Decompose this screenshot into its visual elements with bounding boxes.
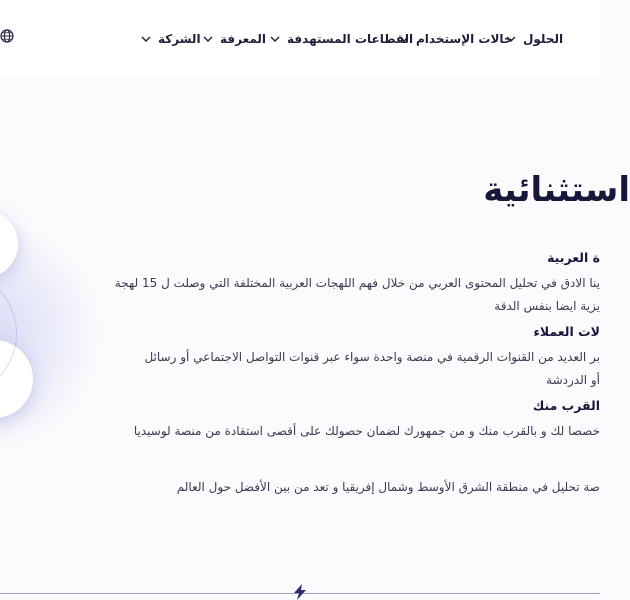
section-line: خصصا لك و بالقرب منك و من جمهورك لضمان حصولك على أقصى استفادة من منصة لوسيديا xyxy=(133,424,600,438)
nav-item-label: حالات الإستخدام xyxy=(416,32,513,46)
lightning-bolt-icon xyxy=(291,584,309,600)
section-text-arabic-language xyxy=(100,272,600,318)
nav-item-label: الحلول xyxy=(523,32,564,46)
nav-item-solutions[interactable] xyxy=(505,29,563,49)
section-line: ينا الادق في تحليل المحتوى العربي من خلال فهم اللهجات العربية المختلفة التي وصلت ل 15 لهجة xyxy=(114,276,600,290)
nav-item-sectors[interactable] xyxy=(269,29,413,49)
nav-item-label: الشركة xyxy=(158,32,201,46)
language-globe-icon[interactable] xyxy=(0,29,14,43)
section-text-close-to-you xyxy=(100,420,600,443)
chevron-down-icon xyxy=(140,33,152,45)
nav-item-knowledge[interactable] xyxy=(202,29,266,49)
section-line: يزية ايضا بنفس الدقة xyxy=(494,299,600,313)
nav-item-label: المعرفة xyxy=(220,32,267,46)
section-text-customer-channels xyxy=(100,346,600,392)
section-line: بر العديد من القنوات الرقمية في منصة واحدة سواء عبر قنوات التواصل الاجتماعي أو رسائل xyxy=(144,350,600,364)
chevron-down-icon xyxy=(202,33,214,45)
top-navbar xyxy=(0,0,600,76)
section-line: صة تحليل في منطقة الشرق الأوسط وشمال إفريقيا و تعد من بين الأفضل حول العالم xyxy=(176,480,600,494)
nav-item-label: القطاعات المستهدفة xyxy=(287,32,414,46)
nav-item-company[interactable] xyxy=(140,29,201,49)
section-line: أو الدردشة xyxy=(546,373,600,387)
section-heading-customer-channels: لات العملاء xyxy=(533,324,600,339)
nav-item-use-cases[interactable] xyxy=(398,29,513,49)
section-heading-arabic-language: ة العربية xyxy=(547,250,600,265)
chevron-down-icon xyxy=(269,33,281,45)
section-heading-close-to-you: القرب منك xyxy=(532,398,600,413)
page-title: استثنائية xyxy=(483,170,630,210)
section-text-region-leader xyxy=(100,476,600,499)
